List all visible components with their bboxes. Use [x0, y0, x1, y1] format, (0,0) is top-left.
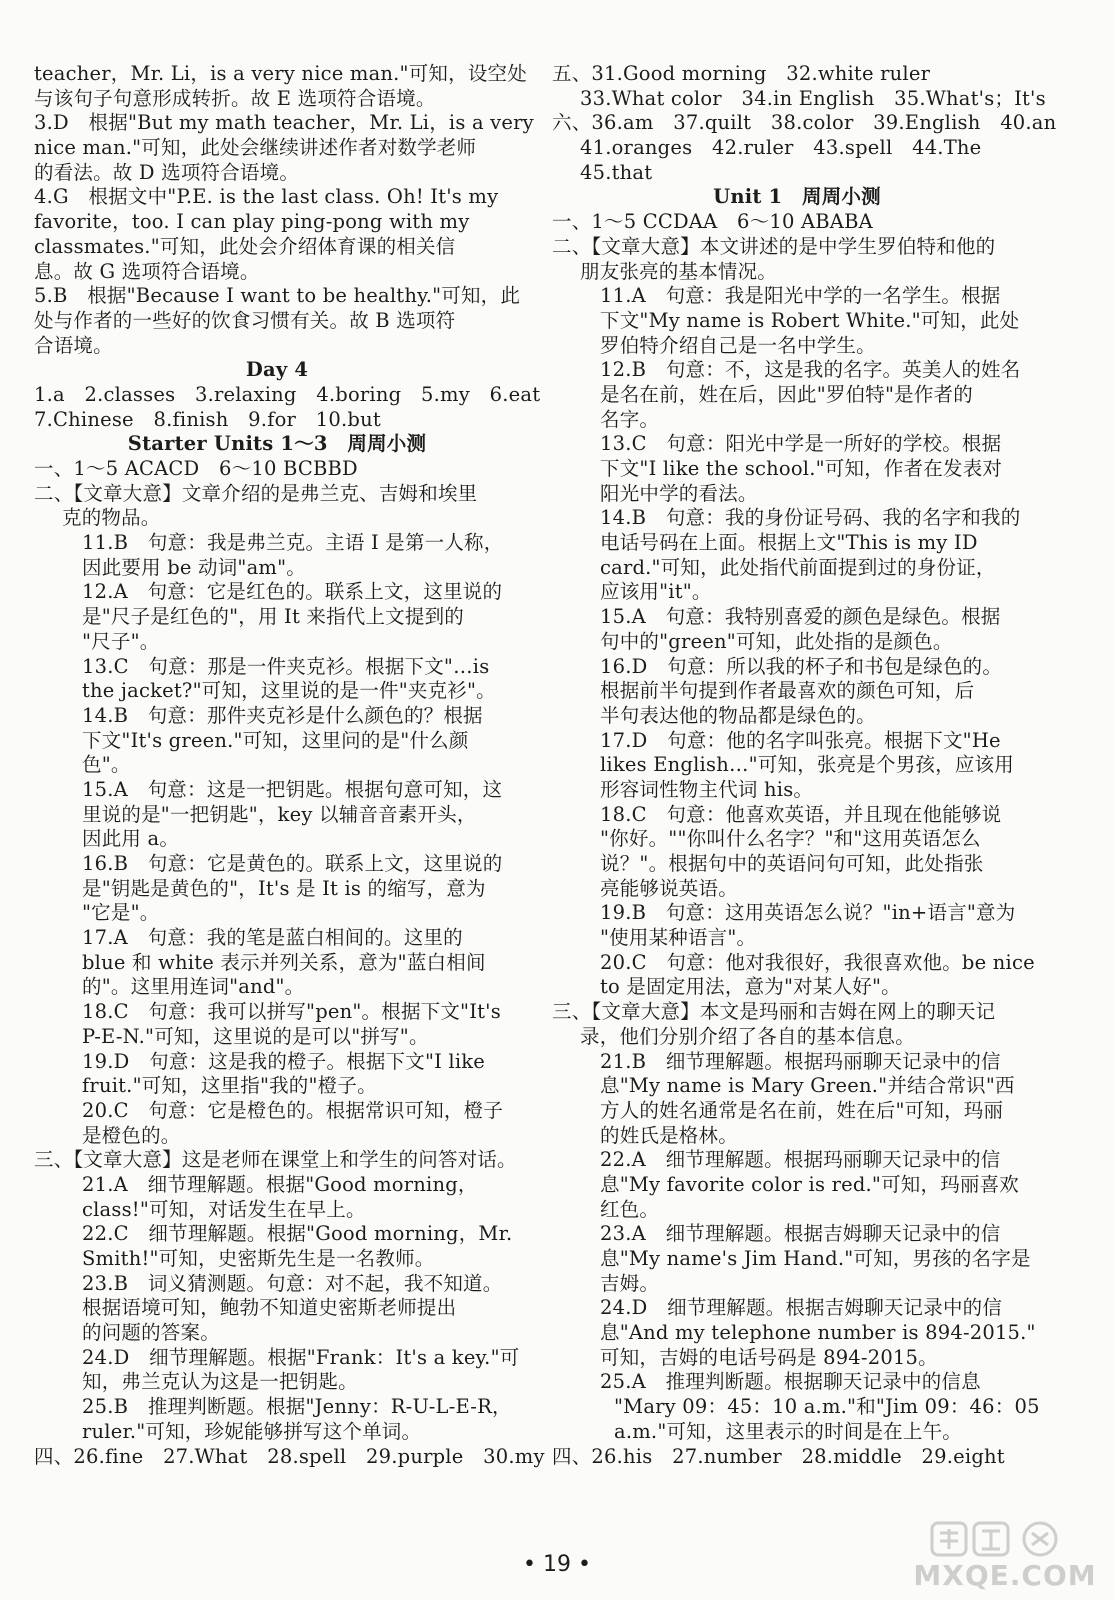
section-heading: Day 4	[245, 358, 309, 382]
text-line: ruler."可知，珍妮能够拼写这个单词。	[82, 1419, 422, 1443]
answer-line: 20.C 句意：他对我很好，我很喜欢他。be nice	[600, 950, 1035, 974]
answer-line: 24.D 细节理解题。根据吉姆聊天记录中的信	[600, 1296, 1003, 1320]
text-line: 因此用 a。	[82, 827, 180, 851]
text-line: 与该句子句意形成转折。故 E 选项符合语境。	[34, 86, 436, 110]
answer-line: 19.B 句意：这用英语怎么说？"in+语言"意为	[600, 901, 1016, 925]
answer-line: 11.B 句意：我是弗兰克。主语 I 是第一人称，	[82, 531, 504, 555]
answer-line: 14.B 句意：那件夹克衫是什么颜色的？根据	[82, 703, 483, 727]
text-line: P-E-N."可知，这里说的是可以"拼写"。	[82, 1024, 429, 1048]
answer-line: 18.C 句意：他喜欢英语，并且现在他能够说	[600, 802, 1002, 826]
answer-line: 25.A 推理判断题。根据聊天记录中的信息	[600, 1370, 981, 1394]
text-line: 息"And my telephone number is 894-2015."	[600, 1321, 1036, 1345]
text-line: 名字。	[600, 407, 660, 431]
answer-line: 3.D 根据"But my math teacher，Mr. Li，is a very	[34, 111, 534, 135]
answer-line: 22.C 细节理解题。根据"Good morning，Mr.	[82, 1222, 513, 1246]
text-line: classmates."可知，此处会介绍体育课的相关信	[34, 234, 456, 258]
text-line: 录，他们分别介绍了各自的基本信息。	[580, 1024, 915, 1048]
summary-line: 三、【文章大意】这是老师在课堂上和学生的问答对话。	[34, 1148, 517, 1172]
text-line: 形容词性物主代词 his。	[600, 777, 814, 801]
summary-line: 二、【文章大意】本文讲述的是中学生罗伯特和他的	[552, 234, 996, 258]
text-line: 方人的姓名通常是名在前，姓在后"可知，玛丽	[600, 1098, 1004, 1122]
answer-line: 33.What color 34.in English 35.What's；It's	[580, 86, 1046, 110]
text-line: 的"。这里用连词"and"。	[82, 975, 305, 999]
text-line: a.m."可知，这里表示的时间是在上午。	[614, 1419, 962, 1443]
text-line: 亮能够说英语。	[600, 876, 738, 900]
text-line: 根据语境可知，鲍勃不知道史密斯老师提出	[82, 1296, 457, 1320]
answer-line: 一、1～5 ACACD 6～10 BCBBD	[34, 457, 358, 480]
text-line: 的问题的答案。	[82, 1321, 220, 1345]
text-line: 是名在前，姓在后，因此"罗伯特"是作者的	[600, 382, 973, 406]
text-line: 是"钥匙是黄色的"，It's 是 It is 的缩写，意为	[82, 876, 486, 900]
text-line: 下文"I like the school."可知，作者在发表对	[600, 457, 1003, 480]
text-line: blue 和 white 表示并列关系，意为"蓝白相间	[82, 950, 486, 974]
answer-line: 7.Chinese 8.finish 9.for 10.but	[34, 407, 381, 431]
text-line: fruit."可知，这里指"我的"橙子。	[82, 1074, 377, 1098]
text-line: 是橙色的。	[82, 1123, 181, 1147]
left-column	[34, 62, 545, 1469]
answer-line: 13.C 句意：阳光中学是一所好的学校。根据	[600, 432, 1002, 456]
text-line: "Mary 09：45：10 a.m."和"Jim 09：46：05	[614, 1395, 1040, 1419]
answer-line: 五、31.Good morning 32.white ruler	[552, 62, 931, 85]
text-line: 处与作者的一些好的饮食习惯有关。故 B 选项符	[34, 308, 456, 332]
answer-line: 41.oranges 42.ruler 43.spell 44.The	[580, 136, 982, 160]
answer-line: 24.D 细节理解题。根据"Frank：It's a key."可	[82, 1345, 520, 1369]
answer-line: 11.A 句意：我是阳光中学的一名学生。根据	[600, 284, 1001, 308]
answer-line: 4.G 根据文中"P.E. is the last class. Oh! It's my	[34, 185, 499, 209]
answer-line: 16.B 句意：它是黄色的。联系上文，这里说的	[82, 852, 503, 875]
text-line: favorite，too. I can play ping-pong with my	[34, 210, 470, 234]
text-line: card."可知，此处指代前面提到过的身份证，	[600, 555, 996, 579]
text-line: 息"My name is Mary Green."并结合常识"西	[600, 1074, 1015, 1098]
text-line: teacher，Mr. Li，is a very nice man."可知，设空处	[34, 62, 527, 85]
answer-line: 18.C 句意：我可以拼写"pen"。根据下文"It's	[82, 1000, 501, 1024]
text-line: nice man."可知，此处会继续讲述作者对数学老师	[34, 136, 477, 160]
watermark-logo-icon	[930, 1519, 1080, 1559]
text-line: 息"My name's Jim Hand."可知，男孩的名字是	[600, 1247, 1031, 1270]
text-line: 合语境。	[34, 333, 113, 357]
answer-line: 23.B 词义猜测题。句意：对不起，我不知道。	[82, 1271, 503, 1295]
text-line: 罗伯特介绍自己是一名中学生。	[600, 333, 876, 357]
text-line: 根据前半句提到作者最喜欢的颜色可知，后	[600, 679, 975, 703]
text-line: 吉姆。	[600, 1271, 660, 1295]
answer-line: 17.A 句意：我的笔是蓝白相间的。这里的	[82, 926, 463, 950]
answer-line: 四、26.his 27.number 28.middle 29.eight	[552, 1444, 1005, 1468]
answer-line: 12.B 句意：不，这是我的名字。英美人的姓名	[600, 358, 1021, 382]
answer-line: 17.D 句意：他的名字叫张亮。根据下文"He	[600, 728, 1001, 752]
answer-line: 19.D 句意：这是我的橙子。根据下文"I like	[82, 1049, 486, 1073]
answer-line: 5.B 根据"Because I want to be healthy."可知，此	[34, 284, 521, 308]
right-column	[552, 62, 1057, 1469]
text-line: likes English…"可知，张亮是个男孩，应该用	[600, 753, 1014, 777]
text-line: 电话号码在上面。根据上文"This is my ID	[600, 531, 978, 555]
section-heading: Starter Units 1～3 周周小测	[127, 432, 427, 456]
text-line: 因此要用 be 动词"am"。	[82, 555, 306, 579]
answer-line: 15.A 句意：这是一把钥匙。根据句意可知，这	[82, 777, 503, 801]
answer-line: 21.B 细节理解题。根据玛丽聊天记录中的信	[600, 1049, 1001, 1073]
text-line: "使用某种语言"。	[600, 926, 757, 950]
text-line: 阳光中学的看法。	[600, 481, 758, 505]
text-line: 红色。	[600, 1197, 660, 1221]
text-line: class!"可知，对话发生在早上。	[82, 1197, 366, 1221]
text-line: "尺子"。	[82, 629, 160, 653]
answer-line: 一、1～5 CCDAA 6～10 ABABA	[552, 210, 873, 234]
answer-line: 45.that	[580, 160, 653, 184]
watermark-text: MXQE.COM	[913, 1558, 1097, 1592]
page-number: • 19 •	[523, 1552, 591, 1577]
answer-line: 1.a 2.classes 3.relaxing 4.boring 5.my 6.eat	[34, 382, 541, 406]
answer-line: 20.C 句意：它是橙色的。根据常识可知，橙子	[82, 1098, 504, 1122]
text-line: 里说的是"一把钥匙"，key 以辅音音素开头，	[82, 802, 477, 826]
section-heading: Unit 1 周周小测	[713, 185, 881, 209]
text-line: 下文"My name is Robert White."可知，此处	[600, 308, 1020, 332]
text-line: "你好。""你叫什么名字？"和"这用英语怎么	[600, 827, 981, 851]
text-line: 半句表达他的物品都是绿色的。	[600, 703, 876, 727]
text-line: 的姓氏是格林。	[600, 1123, 738, 1147]
text-line: 可知，吉姆的电话号码是 894-2015。	[600, 1345, 938, 1369]
text-line: 下文"It's green."可知，这里问的是"什么颜	[82, 728, 469, 752]
answer-line: 14.B 句意：我的身份证号码、我的名字和我的	[600, 506, 1021, 530]
answer-line: 四、26.fine 27.What 28.spell 29.purple 30.my	[34, 1444, 545, 1468]
text-line: 句中的"green"可知，此处指的是颜色。	[600, 629, 953, 653]
answer-line: 13.C 句意：那是一件夹克衫。根据下文"…is	[82, 654, 490, 678]
text-line: 克的物品。	[62, 506, 161, 530]
text-line: to 是固定用法，意为"对某人好"。	[600, 975, 901, 999]
text-line: 息"My favorite color is red."可知，玛丽喜欢	[600, 1172, 1019, 1196]
answer-line: 22.A 细节理解题。根据玛丽聊天记录中的信	[600, 1148, 1001, 1172]
summary-line: 三、【文章大意】本文是玛丽和吉姆在网上的聊天记	[552, 1000, 996, 1024]
text-line: 是"尺子是红色的"，用 It 来指代上文提到的	[82, 605, 464, 629]
text-line: Smith!"可知，史密斯先生是一名教师。	[82, 1247, 435, 1270]
answer-line: 六、36.am 37.quilt 38.color 39.English 40.an	[552, 111, 1057, 135]
text-line: 的看法。故 D 选项符合语境。	[34, 160, 300, 184]
answer-line: 16.D 句意：所以我的杯子和书包是绿色的。	[600, 654, 1003, 678]
answer-line: 12.A 句意：它是红色的。联系上文，这里说的	[82, 580, 503, 604]
text-line: 说？"。根据句中的英语问句可知，此处指张	[600, 852, 984, 875]
watermark	[910, 1516, 1100, 1594]
text-line: 应该用"it"。	[600, 580, 712, 604]
text-line: 色"。	[82, 753, 131, 777]
text-line: the jacket?"可知，这里说的是一件"夹克衫"。	[82, 679, 496, 703]
answer-line: 21.A 细节理解题。根据"Good morning，	[82, 1172, 478, 1196]
text-line: 朋友张亮的基本情况。	[580, 259, 778, 283]
text-line: 息。故 G 选项符合语境。	[34, 259, 260, 283]
answer-line: 25.B 推理判断题。根据"Jenny：R-U-L-E-R，	[82, 1395, 512, 1419]
answer-line: 15.A 句意：我特别喜爱的颜色是绿色。根据	[600, 605, 1001, 629]
text-line: 知，弗兰克认为这是一把钥匙。	[82, 1370, 358, 1394]
answer-line: 23.A 细节理解题。根据吉姆聊天记录中的信	[600, 1222, 1001, 1246]
summary-line: 二、【文章大意】文章介绍的是弗兰克、吉姆和埃里	[34, 481, 478, 505]
text-line: "它是"。	[82, 901, 160, 925]
